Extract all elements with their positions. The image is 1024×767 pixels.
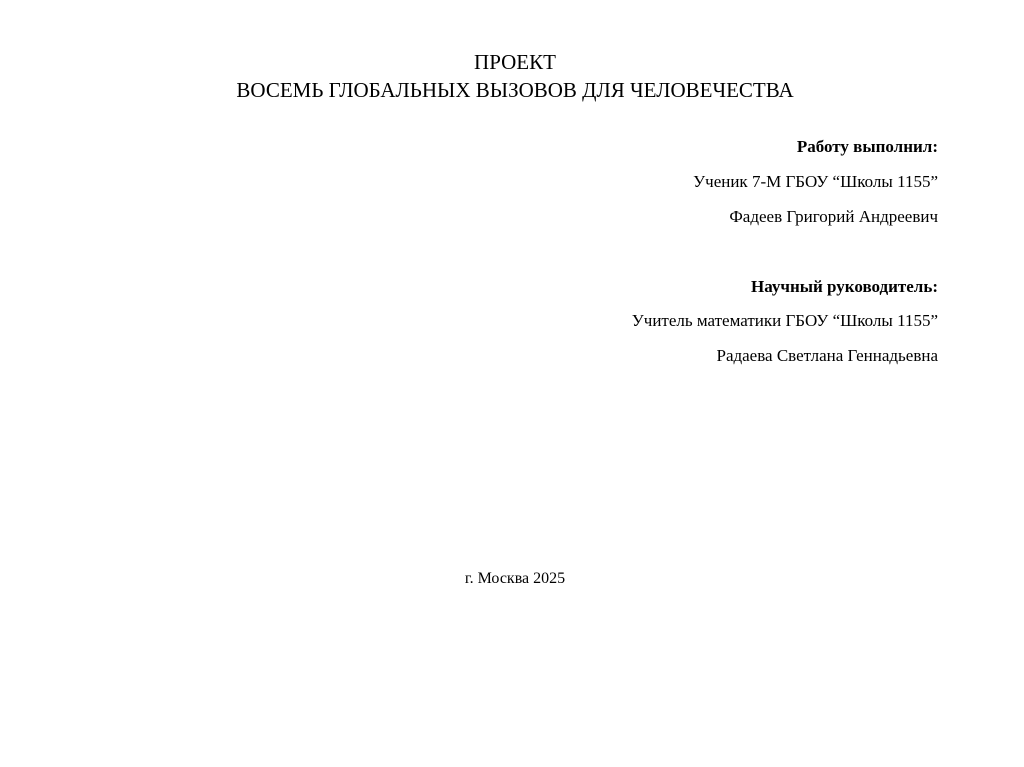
supervisor-label: Научный руководитель: bbox=[751, 277, 938, 296]
author-role: Ученик 7-М ГБОУ “Школы 1155” bbox=[693, 172, 938, 191]
supervisor-role: Учитель математики ГБОУ “Школы 1155” bbox=[631, 311, 938, 330]
author-name: Фадеев Григорий Андреевич bbox=[729, 207, 938, 226]
supervisor-name: Радаева Светлана Геннадьевна bbox=[716, 346, 938, 365]
title-block bbox=[0, 48, 1024, 104]
author-label: Работу выполнил: bbox=[796, 137, 938, 156]
city-year-footer: г. Москва 2025 bbox=[464, 570, 566, 587]
title-line-topic: ВОСЕМЬ ГЛОБАЛЬНЫХ ВЫЗОВОВ ДЛЯ ЧЕЛОВЕЧЕСТВА bbox=[236, 78, 794, 102]
title-line-project: ПРОЕКТ bbox=[474, 50, 556, 74]
